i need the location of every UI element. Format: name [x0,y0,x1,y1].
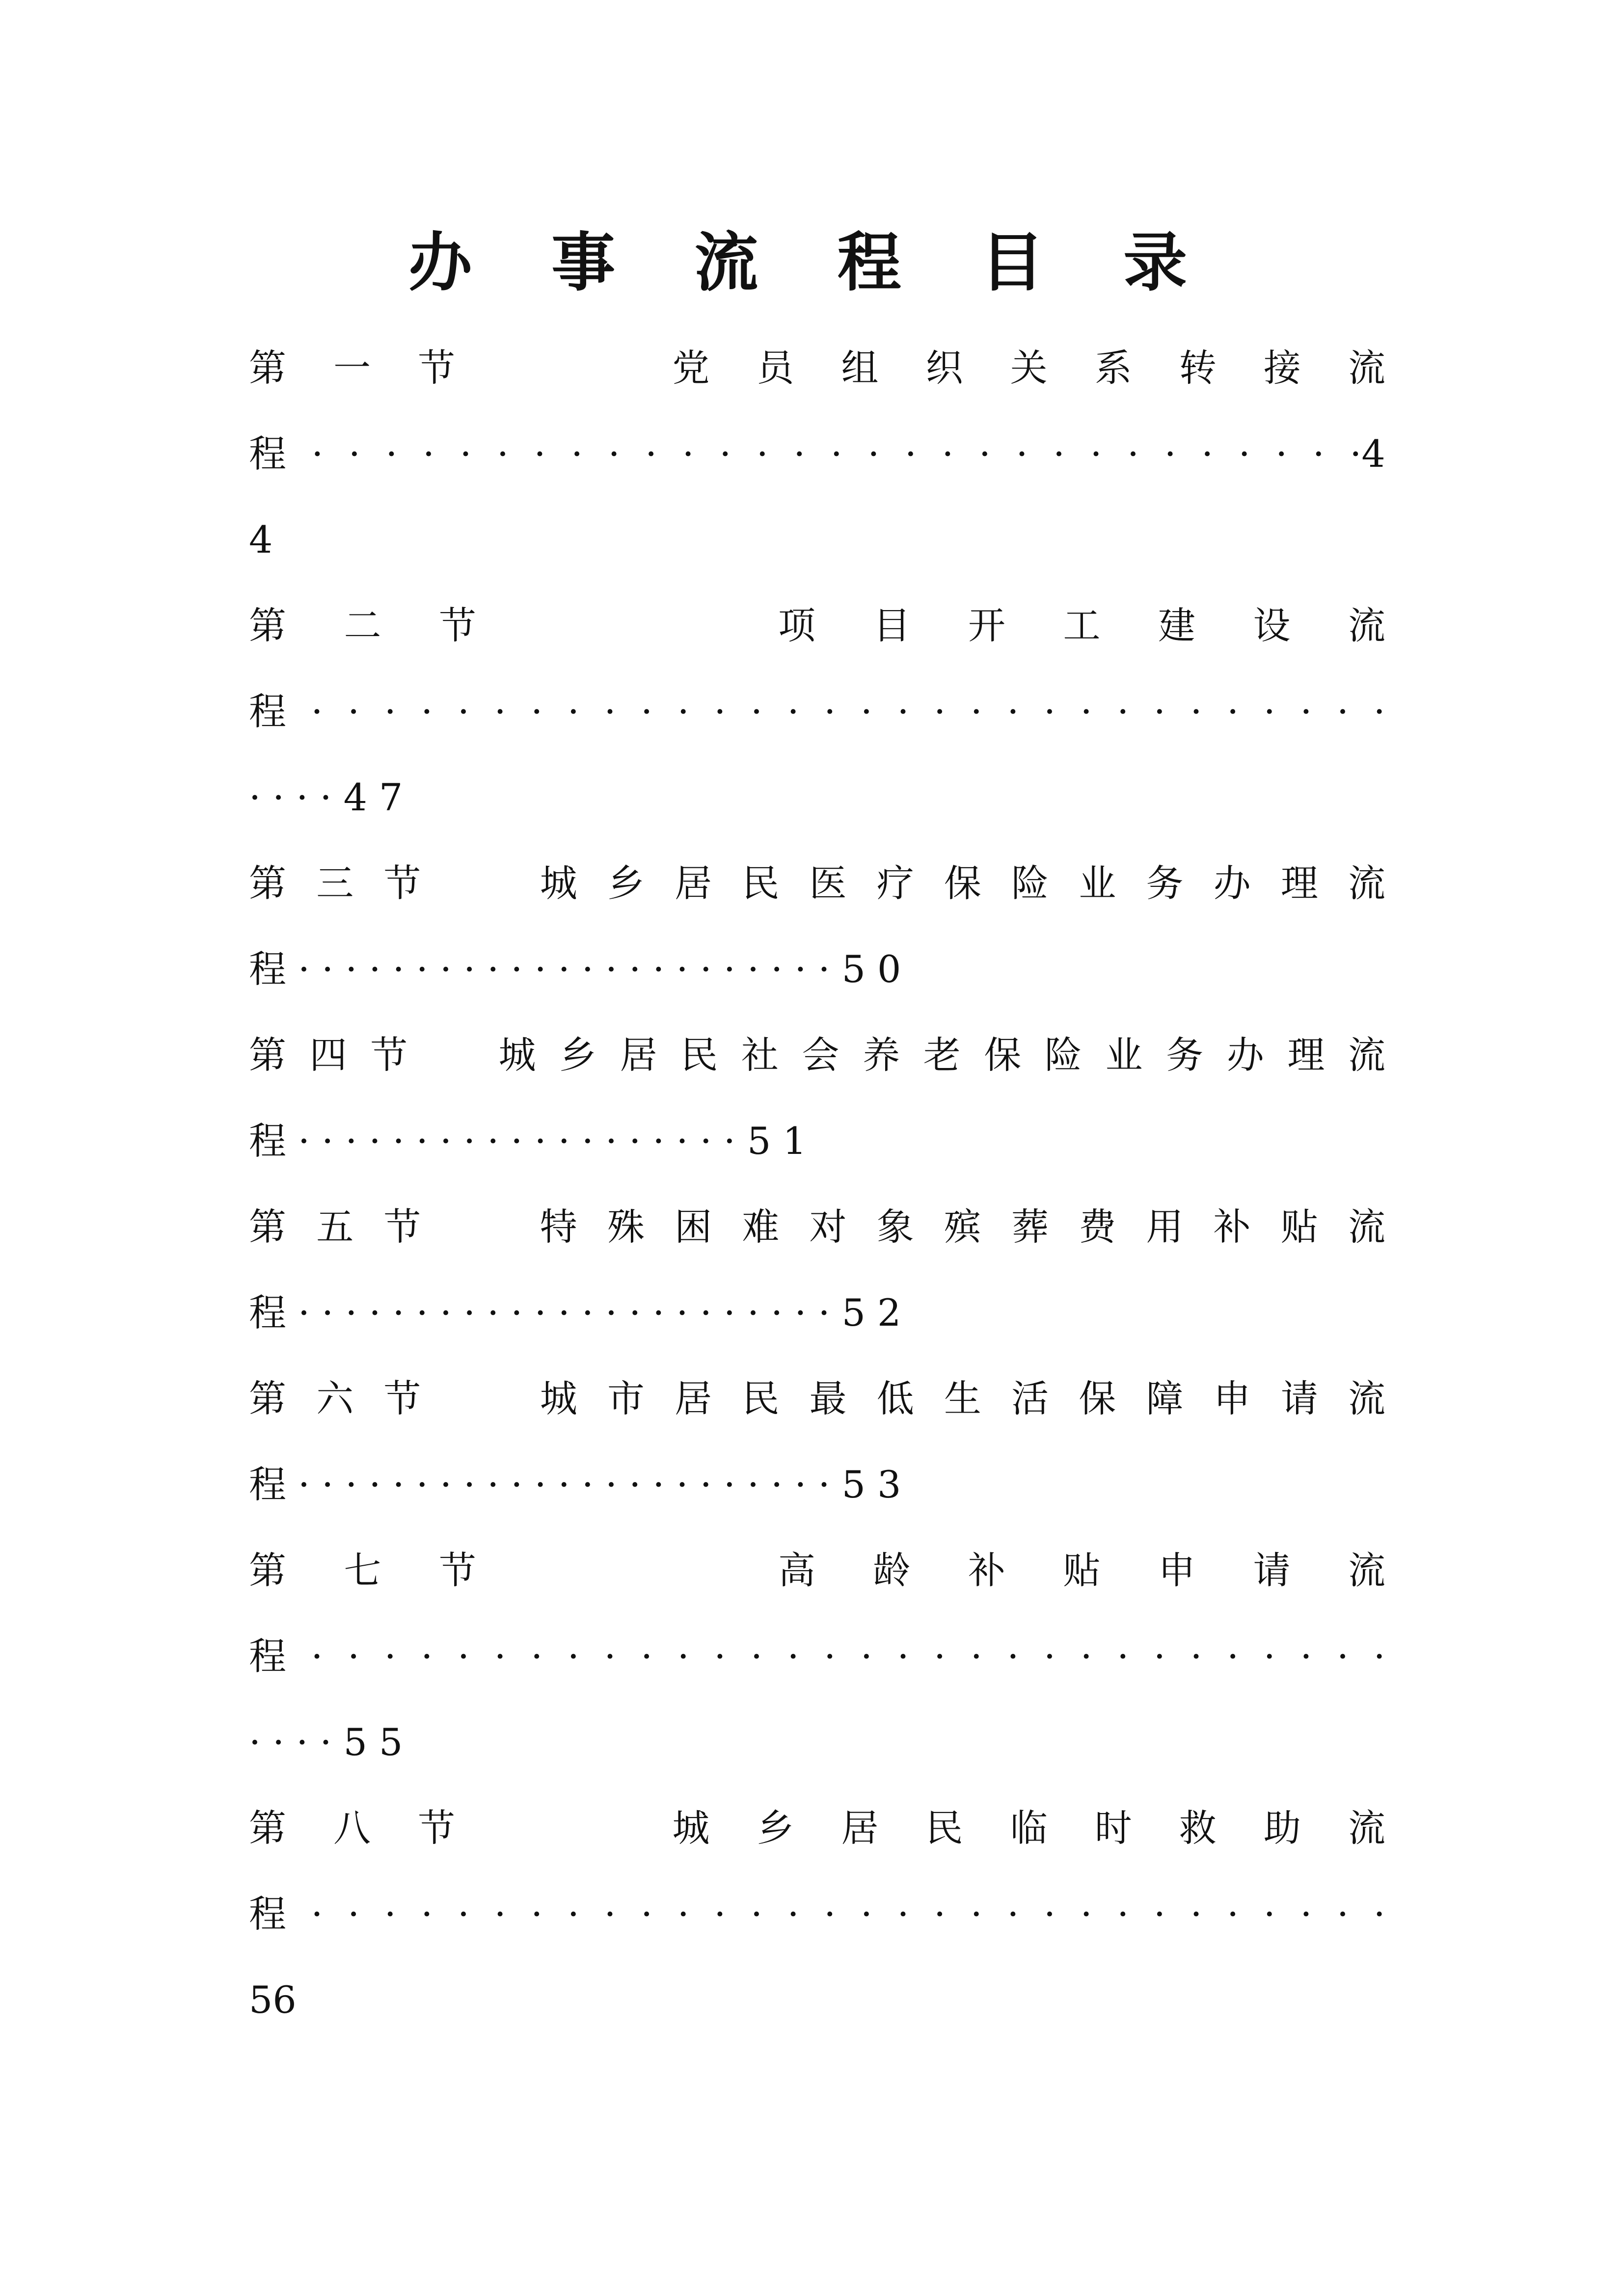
toc-entry-4-leader: 程···················51 [249,1119,818,1163]
toc-entry-3-leader: 程·······················50 [249,947,913,991]
toc-heading-char: 流 [1348,346,1385,390]
toc-entry-6-leader: 程·······················53 [249,1463,913,1506]
toc-entry-4-heading: 第 四 节 城 乡 居 民 社 会 养 老 保 险 业 务 办 理 流 [249,1033,1385,1077]
toc-entry-8-page: 56 [249,1978,297,2022]
toc-heading-char: 党 [672,346,710,390]
toc-entry-7-leader: 程 · · · · · · · · · · · · · · · · · · · · · · · · · · · · · · [249,1634,1385,1678]
toc-heading-char: 组 [841,346,879,390]
toc-heading-char: 接 [1263,346,1301,390]
toc-entry-7-page: ····55 [249,1720,415,1764]
toc-entry-5-leader: 程·······················52 [249,1291,913,1335]
toc-heading-char: 员 [757,346,794,390]
toc-heading-char: 第 [249,346,286,390]
toc-heading-char: 转 [1179,346,1217,390]
page-title: 办 事 流 程 目 录 [408,225,1216,300]
toc-heading-char: 一 [333,346,371,390]
toc-entry-8-leader: 程 · · · · · · · · · · · · · · · · · · · · · · · · · · · · · · [249,1892,1385,1936]
toc-entry-3-heading: 第 三 节 城 乡 居 民 医 疗 保 险 业 务 办 理 流 [249,861,1385,905]
toc-entry-5-heading: 第 五 节 特 殊 困 难 对 象 殡 葬 费 用 补 贴 流 [249,1205,1385,1249]
toc-entry-2-leader: 程 · · · · · · · · · · · · · · · · · · · · · · · · · · · · · · [249,690,1385,733]
toc-heading-char: 节 [418,346,456,390]
toc-entry-7-heading: 第 七 节 高 龄 补 贴 申 请 流 [249,1548,1385,1592]
toc-entry-6-heading: 第 六 节 城 市 居 民 最 低 生 活 保 障 申 请 流 [249,1377,1385,1420]
toc-heading-char: 系 [1094,346,1132,390]
toc-entry-8-heading: 第 八 节 城 乡 居 民 临 时 救 助 流 [249,1806,1385,1850]
toc-entry-2-page: ····47 [249,775,415,819]
toc-heading-char: 关 [1010,346,1048,390]
toc-entry-1-leader: 程 · · · · · · · · · · · · · · · · · · · · · · · · · · · · ·4 [249,432,1385,476]
toc-entry-1-heading [249,341,1385,395]
toc-entry-1-page: 4 [249,518,273,561]
toc-heading-char: 织 [925,346,963,390]
toc-entry-2-heading: 第 二 节 项 目 开 工 建 设 流 [249,604,1385,647]
